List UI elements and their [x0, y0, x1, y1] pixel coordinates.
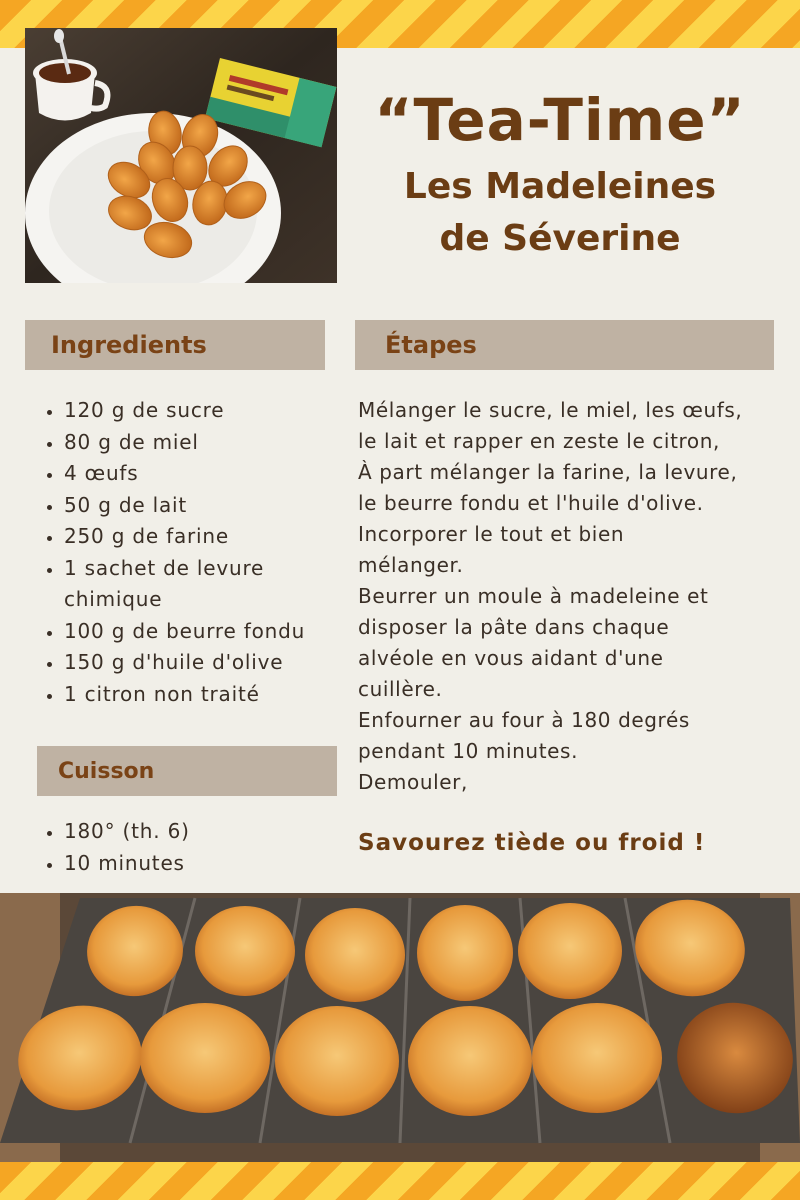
- step-line: Incorporer le tout et bien: [358, 522, 625, 546]
- title-tea-time: “Tea-Time”: [374, 86, 746, 154]
- step-line: pendant 10 minutes.: [358, 739, 579, 763]
- etapes-header: [355, 320, 774, 370]
- tea-plate-illustration: [25, 28, 337, 283]
- step-line: le beurre fondu et l'huile d'olive.: [358, 491, 704, 515]
- ingredient-item: • 100 g de beurre fondu: [64, 616, 364, 648]
- ingredient-item: • 1 sachet de levure chimique: [64, 553, 364, 616]
- ingredients-header-label: Ingredients: [51, 331, 207, 359]
- step-line: Demouler,: [358, 770, 468, 794]
- closing-line: Savourez tiède ou froid !: [358, 830, 706, 856]
- ingredient-item: • 1 citron non traité: [64, 679, 364, 711]
- madeleine-tray-photo: [0, 893, 800, 1162]
- ingredient-item: • 120 g de sucre: [64, 395, 364, 427]
- tea-and-madeleines-photo: [25, 28, 337, 283]
- ingredient-item: • 150 g d'huile d'olive: [64, 647, 364, 679]
- recipe-title: [360, 85, 760, 265]
- cuisson-header: [37, 746, 337, 796]
- step-line: le lait et rapper en zeste le citron,: [358, 429, 720, 453]
- step-line: cuillère.: [358, 677, 443, 701]
- etapes-header-label: Étapes: [385, 331, 477, 359]
- ingredient-item: • 80 g de miel: [64, 427, 364, 459]
- step-line: À part mélanger la farine, la levure,: [358, 460, 738, 484]
- ingredients-header: [25, 320, 325, 370]
- cuisson-header-label: Cuisson: [58, 758, 155, 784]
- step-line: alvéole en vous aidant d'une: [358, 646, 664, 670]
- step-line: Beurrer un moule à madeleine et: [358, 584, 709, 608]
- step-line: Enfourner au four à 180 degrés: [358, 708, 690, 732]
- cuisson-item: • 180° (th. 6): [64, 816, 344, 848]
- etapes-text: [358, 395, 778, 798]
- step-line: Mélanger le sucre, le miel, les œufs,: [358, 398, 743, 422]
- madeleine-tray-illustration: [0, 893, 800, 1162]
- ingredients-list: [38, 395, 364, 710]
- step-line: disposer la pâte dans chaque: [358, 615, 670, 639]
- cuisson-item: • 10 minutes: [64, 848, 344, 880]
- ingredient-item: • 4 œufs: [64, 458, 364, 490]
- ingredient-item: • 250 g de farine: [64, 521, 364, 553]
- title-line-1: Les Madeleines: [403, 166, 717, 207]
- step-line: mélanger.: [358, 553, 464, 577]
- ingredient-item: • 50 g de lait: [64, 490, 364, 522]
- bottom-stripe-border: [0, 1162, 800, 1200]
- cuisson-list: [38, 816, 344, 879]
- title-line-2: de Séverine: [439, 218, 681, 259]
